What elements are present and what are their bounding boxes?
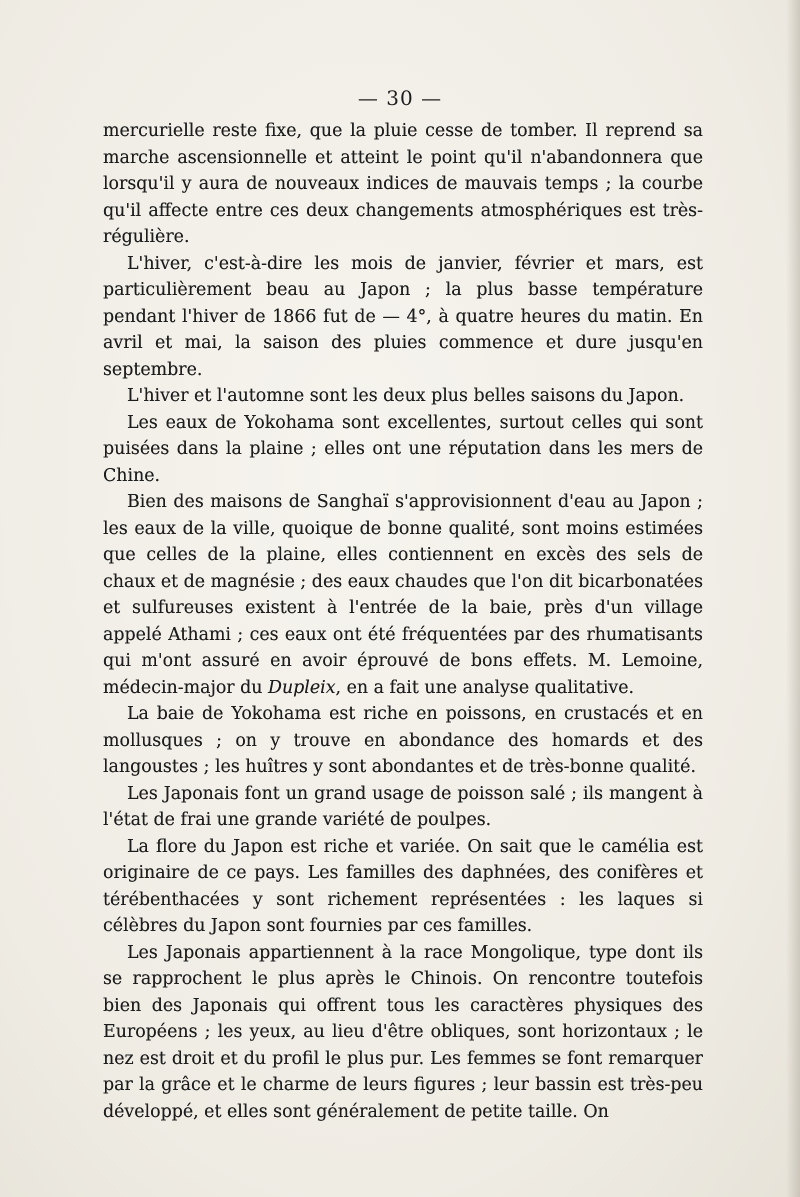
paragraph-4-text: Bien des maisons de Sanghaï s'approvisionnent d'eau au Japon ; les eaux de la ville, quoique de bonne qualité, sont moins estimées que celles de la plaine, elles contiennent en excès des sels de chaux et de magnésie ; des eaux chaudes que l'on dit bicarbonatées et sulfureuses existent à l'entrée de la baie, près d'un village appelé Athami ; ces eaux ont été fréquentées par des rhumatisants qui m'ont assuré en avoir éprouvé de bons effets. M. Lemoine, médecin-major du (103, 492, 703, 698)
paragraph-4-tail: , en a fait une analyse qualitative. (335, 677, 635, 698)
paragraph-1: L'hiver, c'est-à-dire les mois de janvier, février et mars, est particulièrement beau au Japon ; la plus basse température pendant l'hiver de 1866 fut de — 4°, à quatre heures du matin. En avril et mai, la saison des pluies commence et dure jusqu'en septembre. (103, 253, 703, 380)
paragraph-8: Les Japonais appartiennent à la race Mongolique, type dont ils se rapprochent le plus après le Chinois. On rencontre toutefois bien des Japonais qui offrent tous les caractères physiques des Européens ; les yeux, au lieu d'être obliques, sont horizontaux ; le nez est droit et du profil le plus pur. Les femmes se font remarquer par la grâce et le charme de leurs figures ; leur bassin est très-peu développé, et elles sont généralement de petite taille. On (103, 942, 703, 1122)
paragraph-5: La baie de Yokohama est riche en poissons, en crustacés et en mollusques ; on y trouve en abondance des homards et des langoustes ; les huîtres y sont abondantes et de très-bonne qualité. (103, 704, 703, 777)
paragraph-0: mercurielle reste fixe, que la pluie cesse de tomber. Il reprend sa marche ascensionnelle et atteint le point qu'il n'abandonnera que lorsqu'il y aura de nouveaux indices de mauvais temps ; la courbe qu'il affecte entre ces deux changements atmosphériques est très-régulière. (103, 121, 703, 247)
paragraph-2: L'hiver et l'automne sont les deux plus belles saisons du Japon. (127, 386, 685, 406)
paragraph-4 (103, 489, 703, 701)
paragraph-3: Les eaux de Yokohama sont excellentes, surtout celles qui sont puisées dans la plaine ; elles ont une réputation dans les mers de Chine. (103, 412, 703, 486)
paragraph-7: La flore du Japon est riche et variée. On sait que le camélia est originaire de ce pays. Les familles des daphnées, des conifères et térébenthacées y sont richement représentées : les laques si célèbres du Japon sont fournies par ces familles. (103, 836, 703, 936)
ship-name: Dupleix (268, 677, 336, 698)
body-text (103, 118, 703, 1125)
page-edge-shadow (786, 0, 800, 1197)
paragraph-6: Les Japonais font un grand usage de poisson salé ; ils mangent à l'état de frai une grande variété de poulpes. (103, 783, 703, 830)
page-number: — 30 — (357, 86, 443, 110)
